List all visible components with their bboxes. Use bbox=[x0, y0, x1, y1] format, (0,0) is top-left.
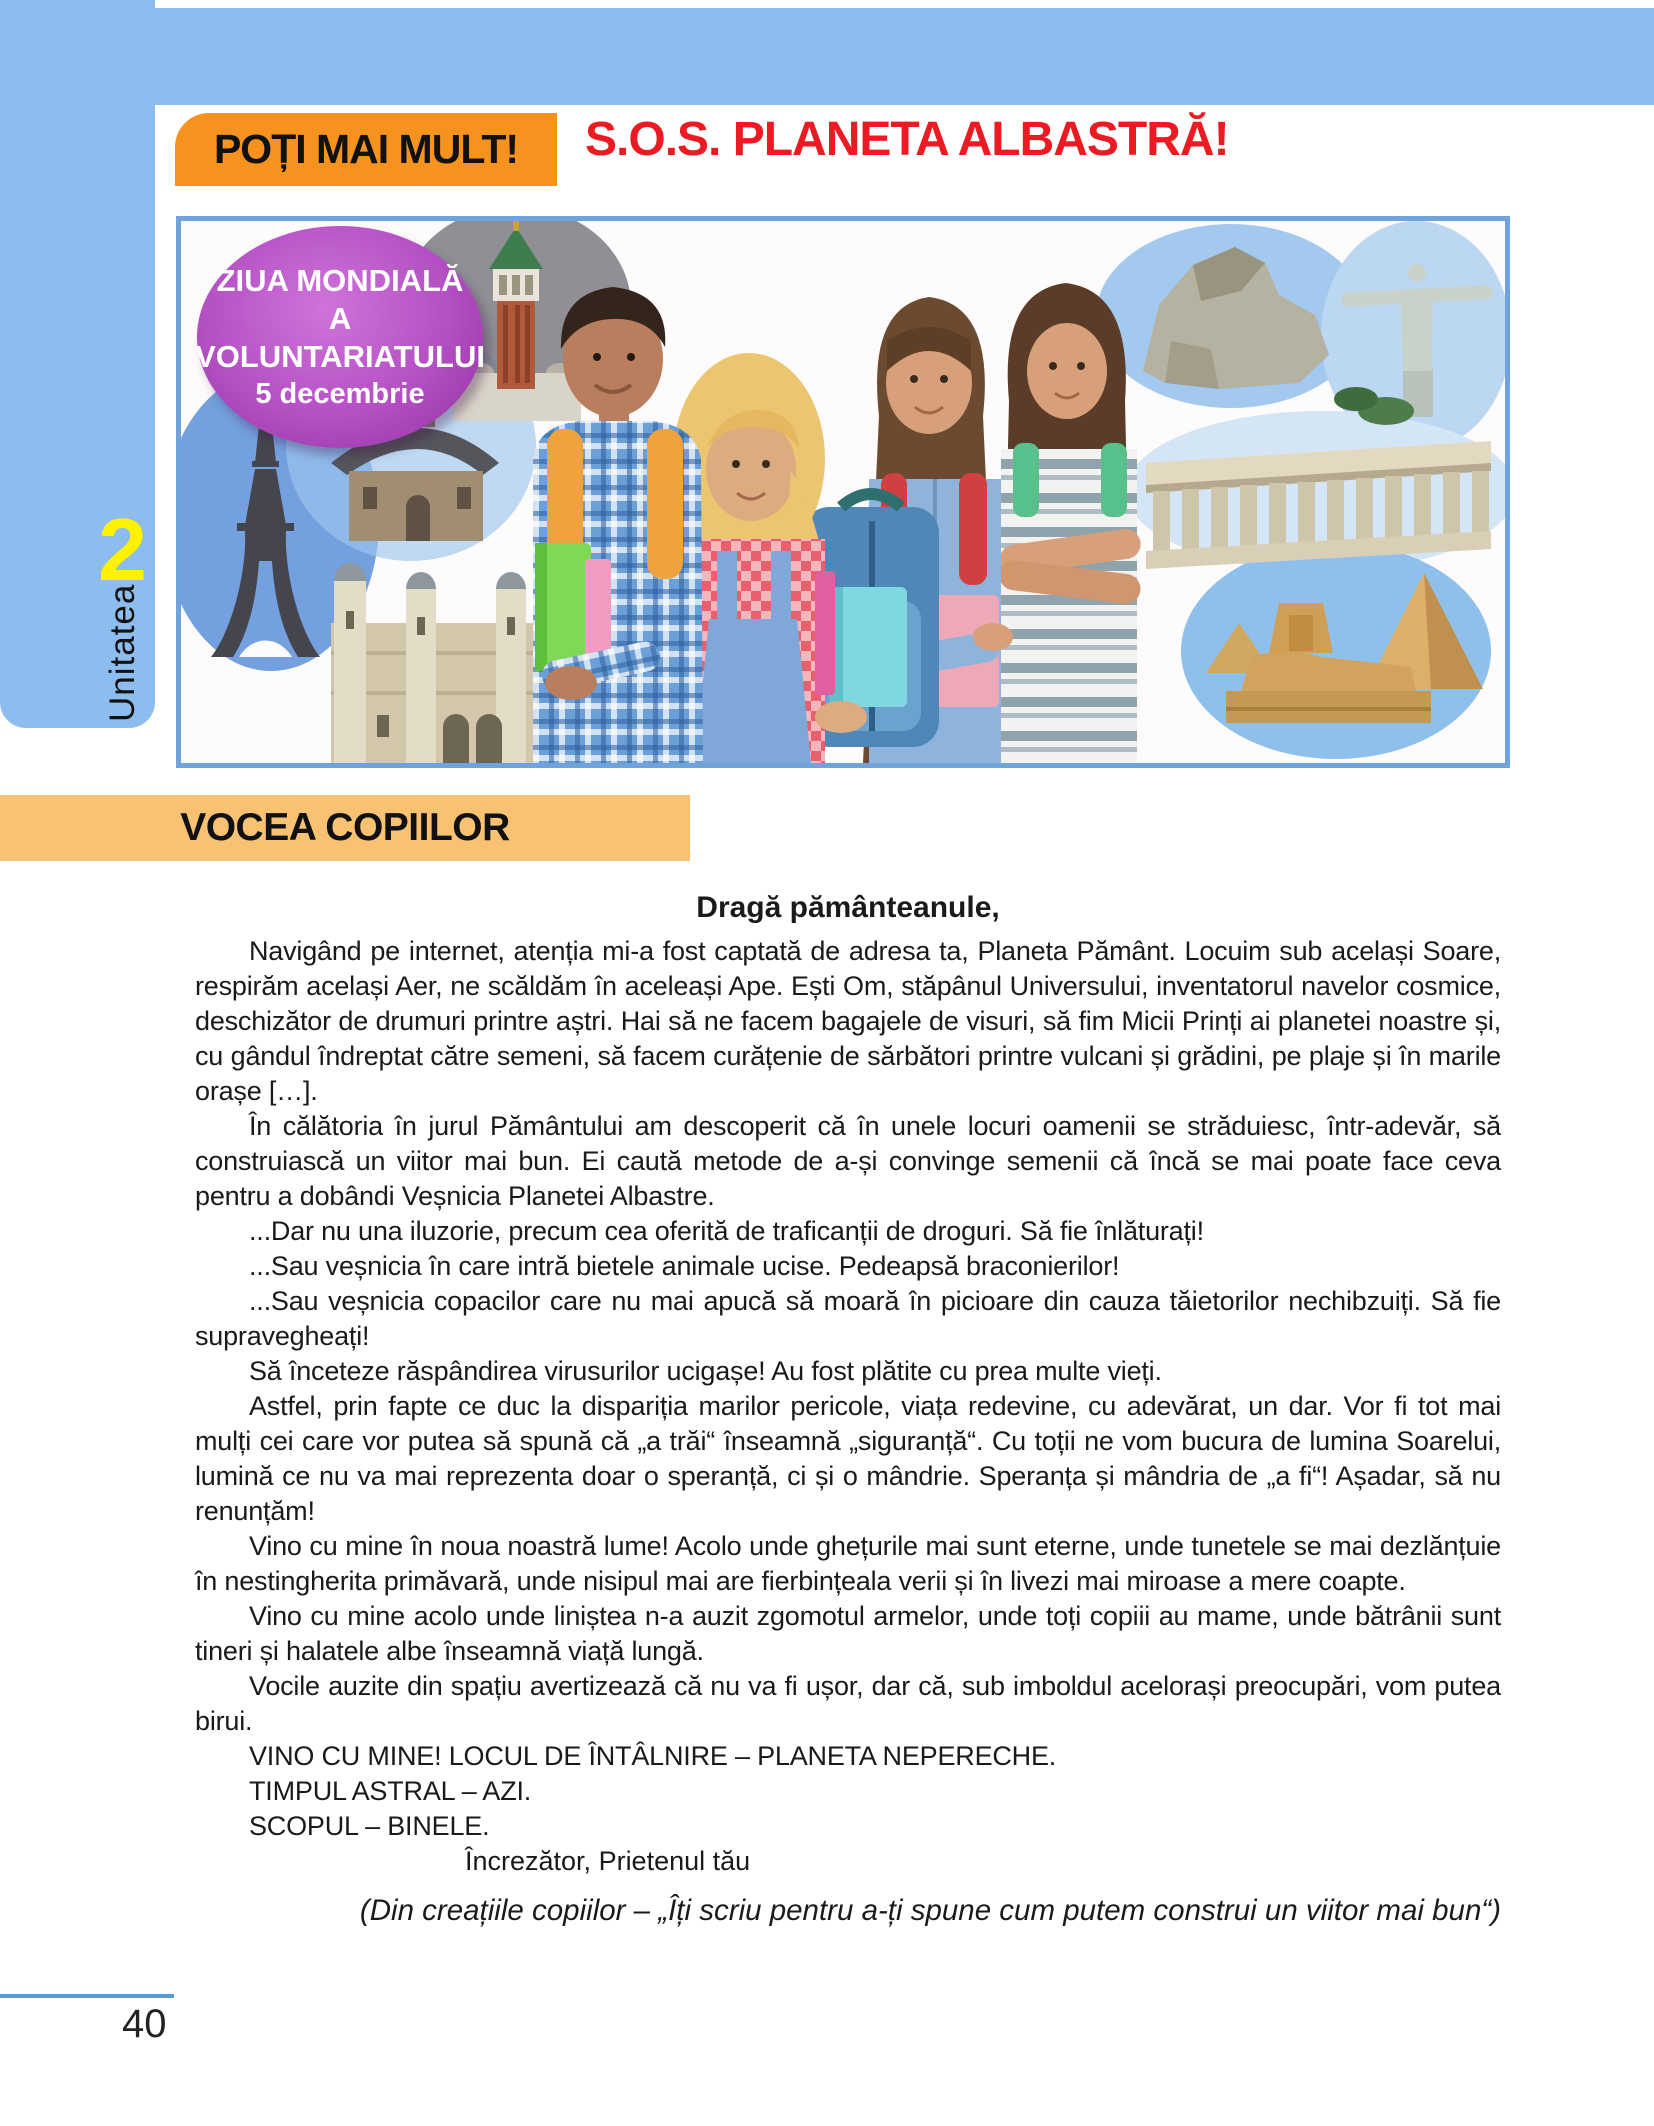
letter-paragraph-caps: VINO CU MINE! LOCUL DE ÎNTÂLNIRE – PLANETA NEPERECHE. bbox=[249, 1741, 1057, 1771]
letter-attribution: (Din creațiile copiilor – „Îți scriu pentru a-ți spune cum putem construi un viitor mai bun“) bbox=[359, 1894, 1501, 1927]
volunteer-day-badge bbox=[197, 226, 483, 448]
unit-number: 2 bbox=[98, 500, 147, 599]
letter-paragraph: Vocile auzite din spațiu avertizează că nu va fi ușor, dar că, sub imboldul acelorași preocupări, vom putea birui. bbox=[195, 1671, 1501, 1736]
unit-sidebar bbox=[0, 0, 155, 728]
section-title: VOCEA COPIILOR bbox=[180, 806, 510, 849]
letter-paragraph: Vino cu mine acolo unde liniștea n-a auzit zgomotul armelor, unde toți copiii au mame, unde bătrânii sunt tineri și halatele albe înseamnă viață lungă. bbox=[195, 1601, 1501, 1666]
letter-text bbox=[195, 891, 1501, 1929]
footer-divider-line bbox=[0, 1994, 174, 1998]
letter-paragraph-caps: TIMPUL ASTRAL – AZI. bbox=[249, 1776, 532, 1806]
letter-paragraph: ...Sau veșnicia copacilor care nu mai apucă să moară în picioare din cauza tăietorilor nechibzuiți. Să fie supravegheați! bbox=[195, 1286, 1501, 1351]
letter-paragraph-caps: SCOPUL – BINELE. bbox=[249, 1811, 490, 1841]
letter-paragraph: În călătoria în jurul Pământului am descoperit că în unele locuri oamenii se străduiesc, într-adevăr, să construiască un viitor mai bun. Ei caută metode de a-și convinge semenii că încă se mai poate face ceva pentru a dobândi Veșnicia Planetei Albastre. bbox=[195, 1111, 1501, 1211]
letter-paragraph: Navigând pe internet, atenția mi-a fost captată de adresa ta, Planeta Pământ. Locuim sub același Soare, respirăm același Aer, ne scăldăm în aceleași Ape. Ești Om, stăpânul Universului, inventatorul navelor cosmice, deschizător de drumuri printre aștri. Hai să ne facem bagajele de visuri, să fim Micii Prinți ai planetei noastre și, cu gândul îndreptat către semeni, să facem curățenie de sărbători printre vulcani și grădini, pe plaje și în marile orașe […]. bbox=[195, 936, 1501, 1106]
letter-paragraph: Să înceteze răspândirea virusurilor ucigașe! Au fost plătite cu prea multe vieți. bbox=[249, 1356, 1162, 1386]
letter-paragraph: Vino cu mine în noua noastră lume! Acolo unde ghețurile mai sunt eterne, unde tunetele se mai dezlănțuie în nestingherita primăvară, unde nisipul mai are fierbințeala verii și în livezi mai miroase a mere coapte. bbox=[195, 1531, 1501, 1596]
poti-mai-mult-badge bbox=[175, 113, 557, 186]
top-band bbox=[0, 8, 1654, 105]
volunteer-day-line1: ZIUA MONDIALĂ bbox=[216, 263, 464, 298]
child-girl-striped-dress bbox=[998, 283, 1143, 763]
poti-mai-mult-label: POȚI MAI MULT! bbox=[213, 126, 519, 172]
volunteer-day-line3: 5 decembrie bbox=[255, 378, 425, 410]
volunteer-day-line2: A VOLUNTARIATULUI bbox=[195, 301, 485, 374]
letter-paragraph: ...Dar nu una iluzorie, precum cea oferită de traficanții de droguri. Să fie înlăturați! bbox=[249, 1216, 1204, 1246]
page-title: S.O.S. PLANETA ALBASTRĂ! bbox=[585, 113, 1229, 166]
letter-signature: Încrezător, Prietenul tău bbox=[465, 1846, 751, 1876]
letter-paragraph: ...Sau veșnicia în care intră bietele animale ucise. Pedeapsă braconierilor! bbox=[249, 1251, 1120, 1281]
unit-label: Unitatea bbox=[103, 583, 142, 722]
section-banner bbox=[0, 795, 690, 861]
page-number: 40 bbox=[122, 2002, 167, 2046]
letter-paragraph: Astfel, prin fapte ce duc la dispariția marilor pericole, viața redevine, cu adevărat, un dar. Vor fi tot mai mulți cei care vor putea să spună că „a trăi“ înseamnă „siguranță“. Cu toții ne vom bucura de lumina Soarelui, lumină ce nu va mai reprezenta doar o speranță, ci și o mândrie. Speranța și mândria de „a fi“! Așadar, să nu renunțăm! bbox=[195, 1391, 1501, 1526]
letter-salutation: Dragă pământeanule, bbox=[696, 891, 1000, 924]
